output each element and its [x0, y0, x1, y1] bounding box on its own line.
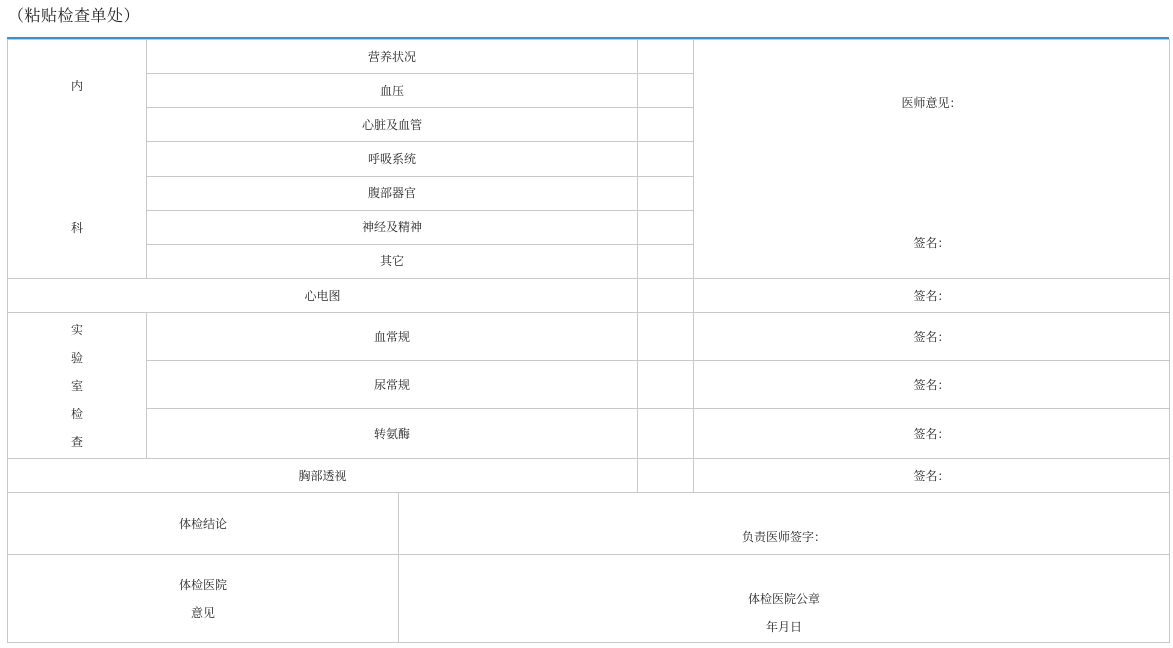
internal-item-label: 血压 — [147, 74, 638, 108]
date-label: 年月日 — [766, 620, 803, 634]
lab-item-label: 血常规 — [147, 313, 638, 361]
lab-item-result-cell[interactable] — [638, 313, 694, 361]
internal-item-result-cell[interactable] — [638, 108, 694, 142]
internal-item-label: 神经及精神 — [147, 210, 638, 244]
internal-item-label: 营养状况 — [147, 40, 638, 74]
internal-item-label: 其它 — [147, 244, 638, 278]
lab-item-signature-label[interactable]: 签名： — [694, 361, 1170, 409]
lab-item-label: 转氨酶 — [147, 409, 638, 459]
conclusion-label: 体检结论 — [8, 493, 399, 555]
lab-item-signature-label[interactable]: 签名： — [694, 313, 1170, 361]
ecg-label: 心电图 — [8, 279, 638, 313]
internal-item-label: 腹部器官 — [147, 176, 638, 210]
lab-item-signature-label[interactable]: 签名： — [694, 409, 1170, 459]
internal-item-result-cell[interactable] — [638, 210, 694, 244]
internal-item-result-cell[interactable] — [638, 176, 694, 210]
ecg-signature-label[interactable]: 签名： — [694, 279, 1170, 313]
internal-item-result-cell[interactable] — [638, 142, 694, 176]
conclusion-content-cell[interactable] — [399, 493, 1170, 555]
internal-medicine-section-label — [8, 40, 147, 279]
conclusion-row — [8, 493, 1170, 555]
internal-char-1: 内 — [70, 79, 83, 93]
internal-item-result-cell[interactable] — [638, 74, 694, 108]
internal-item-label: 呼吸系统 — [147, 142, 638, 176]
internal-doctor-opinion-cell[interactable] — [694, 40, 1170, 279]
hospital-opinion-label — [8, 555, 399, 643]
chest-row — [8, 459, 1170, 493]
hospital-opinion-row — [8, 555, 1170, 643]
internal-row-nutrition — [8, 40, 1170, 74]
chest-signature-label[interactable]: 签名： — [694, 459, 1170, 493]
paste-checklist-note: （粘贴检查单处） — [8, 6, 141, 25]
hospital-seal-label: 体检医院公章 — [748, 592, 821, 606]
lab-section-label — [8, 313, 147, 459]
chest-label: 胸部透视 — [8, 459, 638, 493]
chest-result-cell[interactable] — [638, 459, 694, 493]
lab-item-label: 尿常规 — [147, 361, 638, 409]
internal-item-result-cell[interactable] — [638, 244, 694, 278]
internal-char-2: 科 — [70, 221, 83, 235]
ecg-result-cell[interactable] — [638, 279, 694, 313]
hospital-opinion-line-1: 体检医院 — [178, 577, 227, 592]
lab-char-5: 查 — [70, 434, 83, 449]
lab-item-result-cell[interactable] — [638, 361, 694, 409]
lab-row-blood — [8, 313, 1170, 361]
hospital-opinion-content-cell[interactable] — [399, 555, 1170, 643]
lab-char-2: 验 — [70, 350, 83, 365]
responsible-doctor-signature-label: 负责医师签字： — [742, 530, 827, 544]
internal-item-label: 心脏及血管 — [147, 108, 638, 142]
lab-char-4: 检 — [70, 406, 83, 421]
lab-row-transaminase — [8, 409, 1170, 459]
lab-item-result-cell[interactable] — [638, 409, 694, 459]
internal-signature-label: 签名： — [913, 236, 950, 250]
ecg-row — [8, 279, 1170, 313]
lab-row-urine — [8, 361, 1170, 409]
doctor-opinion-label: 医师意见： — [901, 96, 962, 110]
lab-char-3: 室 — [70, 378, 83, 393]
exam-form-table — [7, 39, 1170, 643]
internal-item-result-cell[interactable] — [638, 40, 694, 74]
lab-char-1: 实 — [70, 322, 83, 337]
hospital-opinion-line-2: 意见 — [190, 605, 215, 620]
